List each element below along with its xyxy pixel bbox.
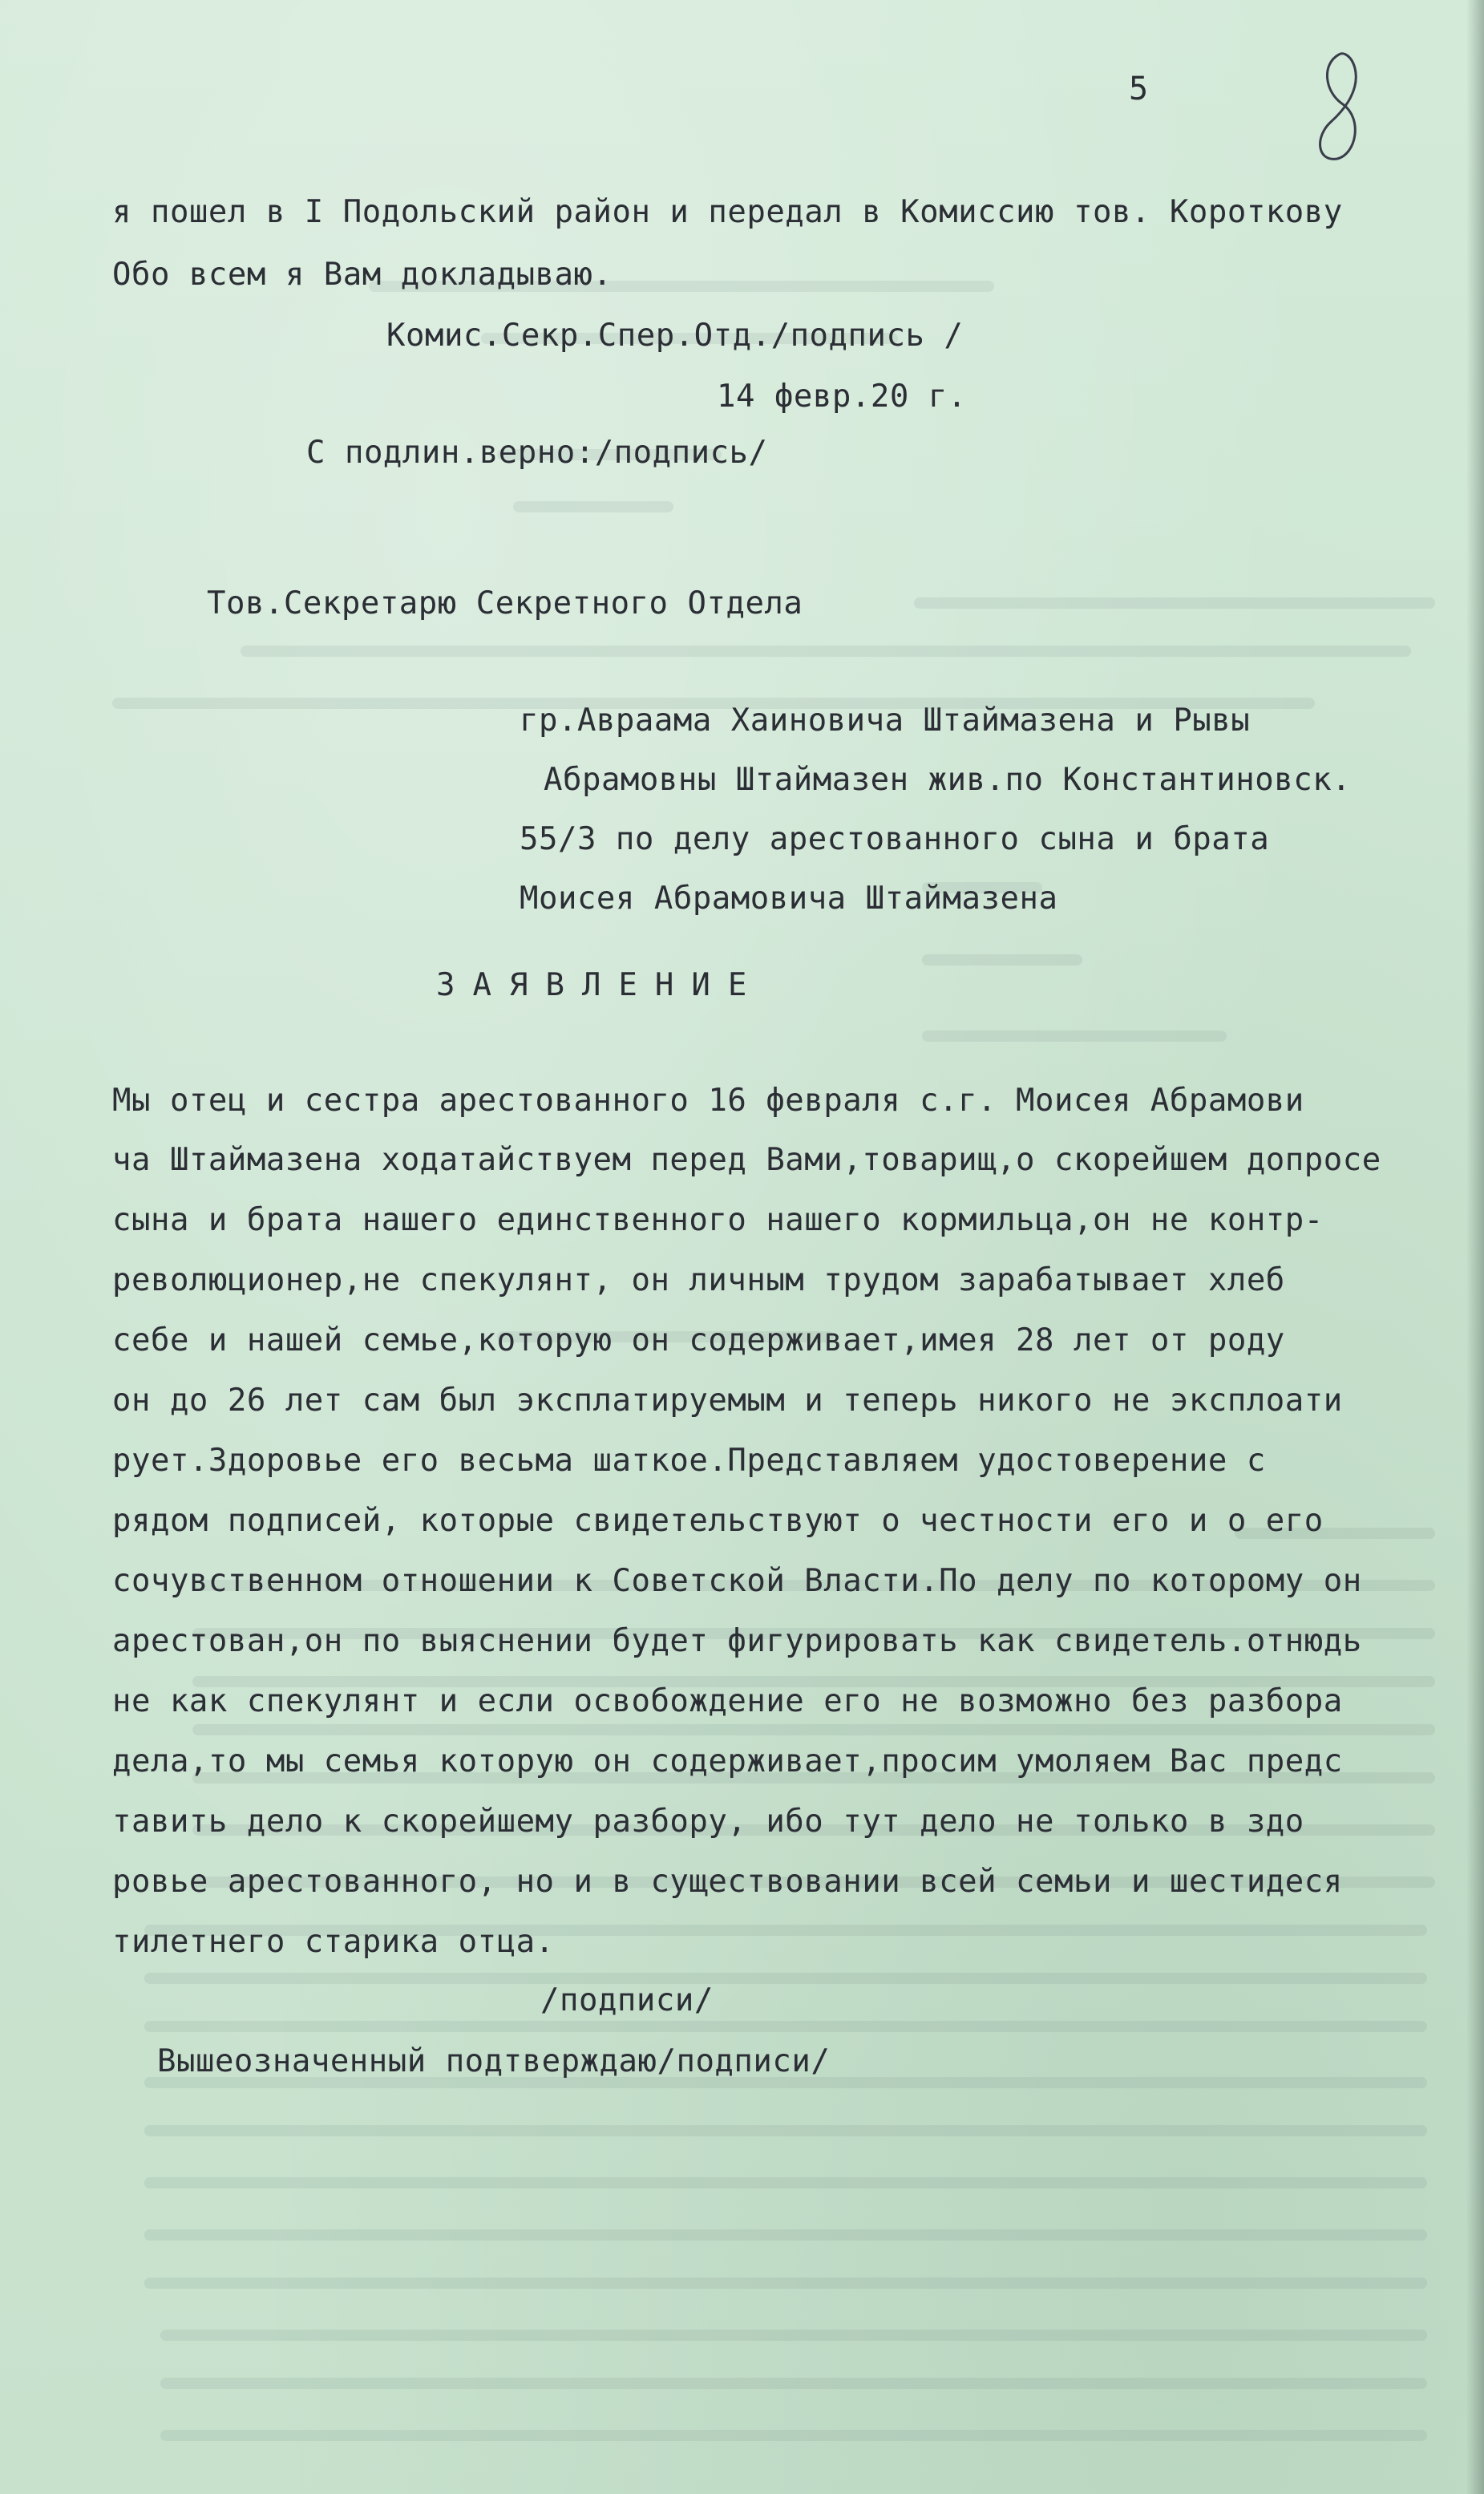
body-line: он до 26 лет сам был эксплатируемым и теперь никого не эксплоати (112, 1383, 1343, 1419)
body-line: рует.Здоровье его весьма шаткое.Представляем удостоверение с (112, 1443, 1266, 1479)
body-line: ча Штаймазена ходатайствуем перед Вами,товарищ,о скорейшем допросе (112, 1142, 1381, 1178)
date-line: 14 февр.20 г. (717, 379, 967, 415)
from-line: Моисея Абрамовича Штаймазена (520, 881, 1058, 917)
body-line: тилетнего старика отца. (112, 1924, 555, 1960)
page-edge-shadow (1466, 0, 1484, 2494)
body-line: сочувственном отношении к Советской Власти.По делу по которому он (112, 1563, 1362, 1599)
body-line: революционер,не спекулянт, он личным трудом зарабатывает хлеб (112, 1262, 1285, 1298)
document-heading: ЗАЯВЛЕНИЕ (436, 967, 765, 1003)
body-line: тавить дело к скорейшему разбору, ибо тут дело не только в здо (112, 1804, 1304, 1840)
body-line: Мы отец и сестра арестованного 16 февраля с.г. Моисея Абрамови (112, 1083, 1304, 1119)
handwritten-folio-number (1307, 48, 1371, 168)
copy-verified-line: С подлин.верно:/подпись/ (306, 435, 768, 471)
addressee-line: Тов.Секретарю Секретного Отдела (207, 585, 803, 621)
body-line: арестован,он по выяснении будет фигурировать как свидетель.отнюдь (112, 1623, 1362, 1659)
signature-line: Комис.Секр.Спер.Отд./подпись / (386, 318, 964, 354)
from-line: Абрамовны Штаймазен жив.по Константиновск. (544, 762, 1352, 798)
confirmation-line: Вышеозначенный подтверждаю/подписи/ (157, 2043, 831, 2079)
body-line: не как спекулянт и если освобождение его не возможно без разбора (112, 1683, 1343, 1719)
body-line: рядом подписей, которые свидетельствуют о честности его и о его (112, 1503, 1324, 1539)
text-line: Обо всем я Вам докладываю. (112, 257, 613, 293)
from-line: 55/3 по делу арестованного сына и брата (520, 821, 1270, 857)
body-line: себе и нашей семье,которую он содерживает,имея 28 лет от роду (112, 1322, 1285, 1358)
page-number: 5 (1129, 71, 1149, 107)
signatures-line: /подписи/ (540, 1982, 714, 2018)
body-line: ровье арестованного, но и в существовании всей семьи и шестидеся (112, 1864, 1343, 1900)
body-line: дела,то мы семья которую он содерживает,просим умоляем Вас предс (112, 1743, 1343, 1779)
text-line: я пошел в I Подольский район и передал в Комиссию тов. Короткову (112, 194, 1343, 230)
body-line: сына и брата нашего единственного нашего кормильца,он не контр- (112, 1202, 1324, 1238)
from-line: гр.Авраама Хаиновича Штаймазена и Рывы (520, 702, 1251, 739)
